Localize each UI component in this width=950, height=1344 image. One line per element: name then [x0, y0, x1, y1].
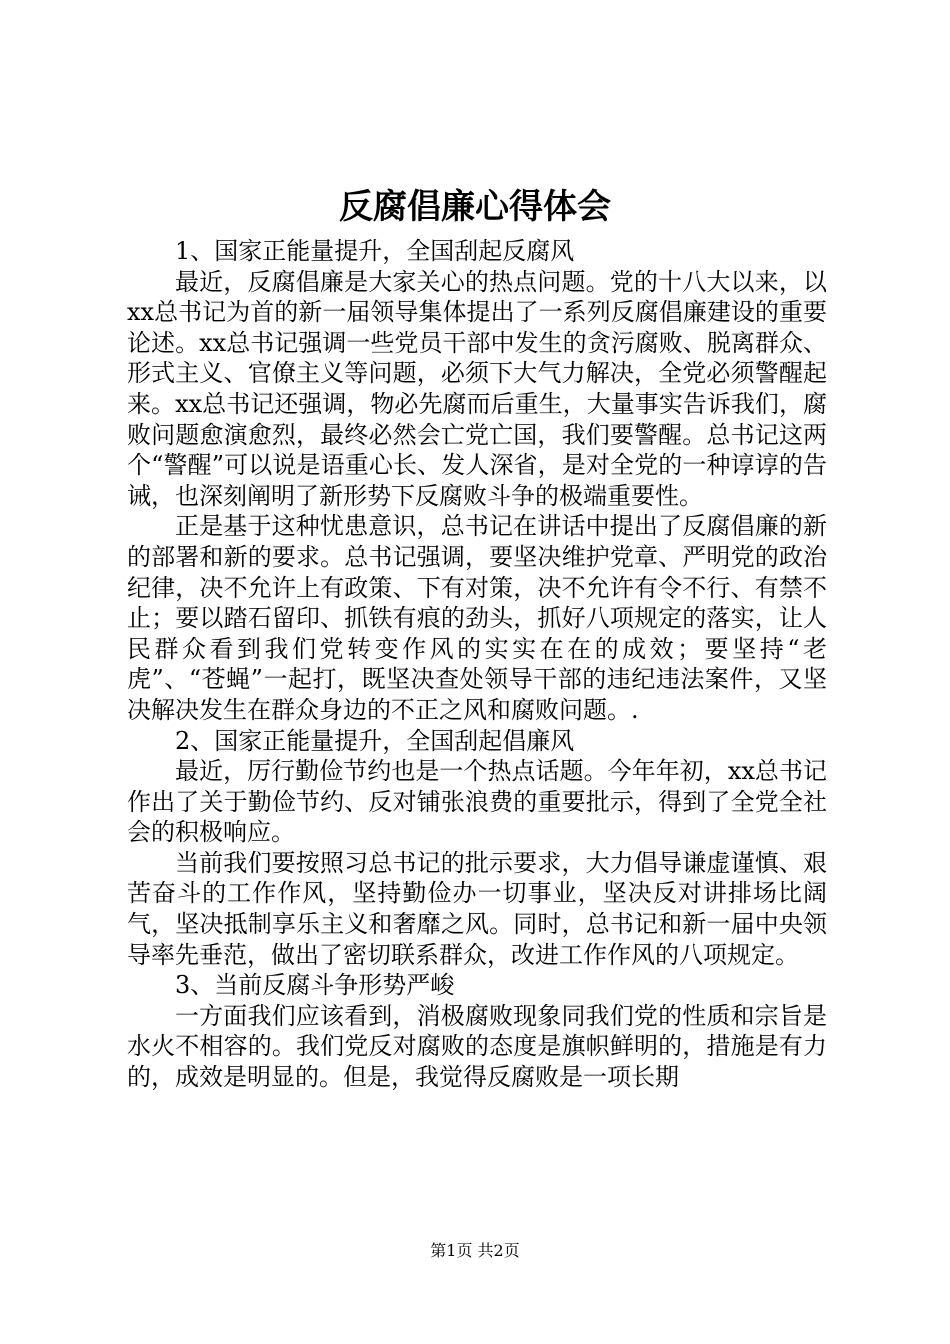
- document-title: 反腐倡廉心得体会: [339, 187, 611, 227]
- page-footer: 第1页 共2页: [430, 1241, 520, 1260]
- section-heading-2: 2、国家正能量提升，全国刮起倡廉风: [175, 726, 575, 755]
- body-paragraph: 最近，厉行勤俭节约也是一个热点话题。今年年初，xx总书记作出了关于勤俭节约、反对铺张浪费的重要批示，得到了全党全社会的积极响应。: [127, 757, 827, 847]
- section-heading-1: 1、国家正能量提升，全国刮起反腐风: [175, 237, 575, 265]
- section-heading-3: 3、当前反腐斗争形势严峻: [175, 971, 455, 1000]
- document-body: [127, 236, 827, 1093]
- body-paragraph: 当前我们要按照习总书记的批示要求，大力倡导谦虚谨慎、艰苦奋斗的工作作风，坚持勤俭办一切事业，坚决反对讲排场比阔气，坚决抵制享乐主义和奢靡之风。同时，总书记和新一届中央领导率先垂范，做出了密切联系群众，改进工作作风的八项规定。: [127, 848, 827, 969]
- body-paragraph: 最近，反腐倡廉是大家关心的热点问题。党的十八大以来，以xx总书记为首的新一届领导集体提出了一系列反腐倡廉建设的重要论述。xx总书记强调一些党员干部中发生的贪污腐败、脱离群众、形式主义、官僚主义等问题，必须下大气力解决，全党必须警醒起来。xx总书记还强调，物必先腐而后重生，大量事实告诉我们，腐败问题愈演愈烈，最终必然会亡党亡国，我们要警醒。总书记这两个“警醒”可以说是语重心长、发人深省，是对全党的一种谆谆的告诫，也深刻阐明了新形势下反腐败斗争的极端重要性。: [127, 267, 827, 510]
- body-paragraph: 一方面我们应该看到，消极腐败现象同我们党的性质和宗旨是水火不相容的。我们党反对腐败的态度是旗帜鲜明的，措施是有力的，成效是明显的。但是，我觉得反腐败是一项长期: [127, 1001, 827, 1092]
- body-paragraph: 正是基于这种忧患意识，总书记在讲话中提出了反腐倡廉的新的部署和新的要求。总书记强调，要坚决维护党章、严明党的政治纪律，决不允许上有政策、下有对策，决不允许有令不行、有禁不止；要以踏石留印、抓铁有痕的劲头，抓好八项规定的落实，让人民群众看到我们党转变作风的实实在在的成效；要坚持“老虎”、“苍蝇”一起打，既坚决查处领导干部的违纪违法案件，又坚决解决发生在群众身边的不正之风和腐败问题。.: [127, 512, 827, 724]
